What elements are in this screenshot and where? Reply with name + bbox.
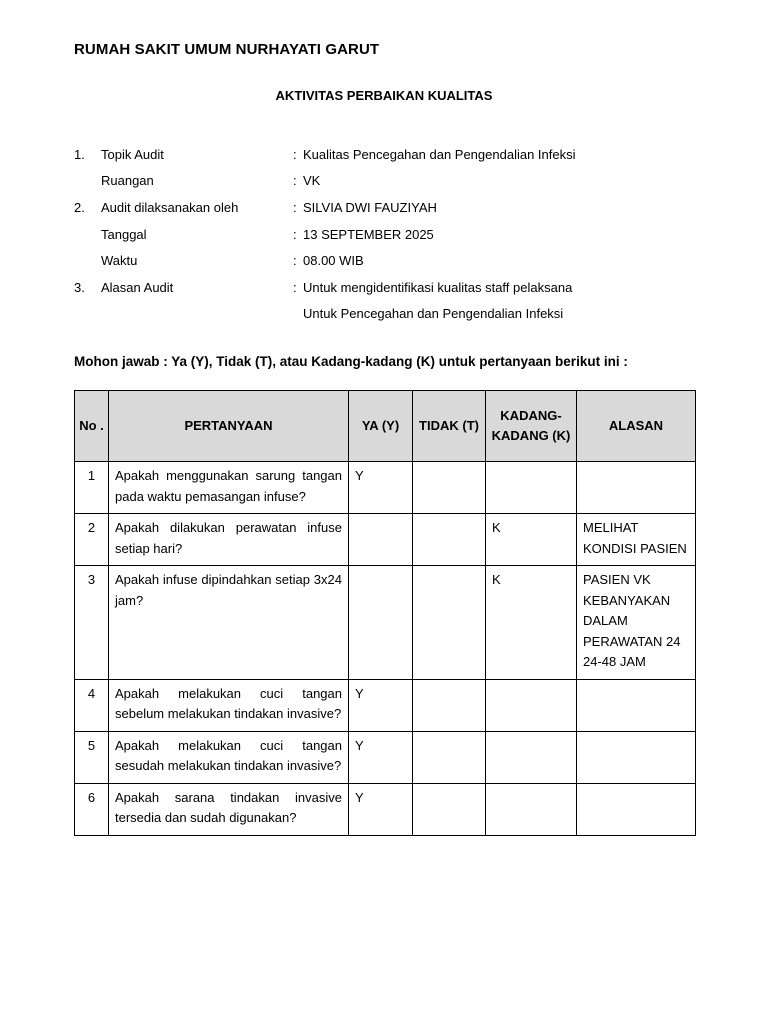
cell-ya: Y <box>349 679 413 731</box>
info-colon: : <box>293 253 297 269</box>
info-value: Untuk Pencegahan dan Pengendalian Infeksi <box>303 306 564 322</box>
cell-tidak <box>413 462 486 514</box>
cell-question: Apakah melakukan cuci tangan sesudah melakukan tindakan invasive? <box>109 731 349 783</box>
cell-kadang <box>486 462 577 514</box>
info-row <box>74 301 714 328</box>
cell-no: 1 <box>75 462 109 514</box>
info-label: Tanggal <box>101 226 147 242</box>
cell-tidak <box>413 566 486 680</box>
info-row <box>74 194 714 221</box>
info-value: VK <box>303 173 321 189</box>
table-header-row <box>75 391 696 462</box>
cell-alasan: PASIEN VK KEBANYAKAN DALAM PERAWATAN 24 24-48 JAM <box>577 566 696 680</box>
cell-ya: Y <box>349 731 413 783</box>
cell-kadang: K <box>486 514 577 566</box>
cell-ya: Y <box>349 783 413 835</box>
cell-no: 5 <box>75 731 109 783</box>
table-row <box>75 514 696 566</box>
audit-table <box>74 390 696 836</box>
info-number: 3. <box>74 279 85 295</box>
table-row <box>75 679 696 731</box>
header-tidak: TIDAK (T) <box>413 391 486 462</box>
cell-tidak <box>413 679 486 731</box>
cell-tidak <box>413 514 486 566</box>
header-ya: YA (Y) <box>349 391 413 462</box>
table-row <box>75 731 696 783</box>
cell-question: Apakah sarana tindakan invasive tersedia dan sudah digunakan? <box>109 783 349 835</box>
cell-alasan <box>577 679 696 731</box>
info-colon: : <box>293 279 297 295</box>
info-row <box>74 141 714 168</box>
cell-tidak <box>413 731 486 783</box>
header-kadang: KADANG-KADANG (K) <box>486 391 577 462</box>
audit-info-list <box>74 141 714 327</box>
table-row <box>75 783 696 835</box>
hospital-name: RUMAH SAKIT UMUM NURHAYATI GARUT <box>74 41 380 58</box>
info-colon: : <box>293 199 297 215</box>
info-label: Topik Audit <box>101 146 164 162</box>
cell-alasan <box>577 462 696 514</box>
info-label: Alasan Audit <box>101 279 174 295</box>
cell-question: Apakah dilakukan perawatan infuse setiap hari? <box>109 514 349 566</box>
cell-kadang <box>486 731 577 783</box>
cell-question: Apakah melakukan cuci tangan sebelum melakukan tindakan invasive? <box>109 679 349 731</box>
header-alasan: ALASAN <box>577 391 696 462</box>
header-no: No . <box>75 391 109 462</box>
info-row <box>74 274 714 301</box>
cell-kadang <box>486 679 577 731</box>
cell-tidak <box>413 783 486 835</box>
table-row <box>75 462 696 514</box>
info-colon: : <box>293 146 297 162</box>
info-number: 1. <box>74 146 85 162</box>
info-colon: : <box>293 173 297 189</box>
cell-ya <box>349 514 413 566</box>
info-row <box>74 247 714 274</box>
cell-ya: Y <box>349 462 413 514</box>
table-row <box>75 566 696 680</box>
cell-no: 3 <box>75 566 109 680</box>
cell-alasan: MELIHAT KONDISI PASIEN <box>577 514 696 566</box>
info-row <box>74 221 714 248</box>
info-value: Untuk mengidentifikasi kualitas staff pelaksana <box>303 279 573 295</box>
instruction-text: Mohon jawab : Ya (Y), Tidak (T), atau Kadang-kadang (K) untuk pertanyaan berikut ini : <box>74 354 628 369</box>
info-value: SILVIA DWI FAUZIYAH <box>303 199 437 215</box>
info-colon: : <box>293 226 297 242</box>
document-title: AKTIVITAS PERBAIKAN KUALITAS <box>275 88 493 103</box>
header-question: PERTANYAAN <box>109 391 349 462</box>
cell-alasan <box>577 783 696 835</box>
cell-no: 4 <box>75 679 109 731</box>
cell-no: 2 <box>75 514 109 566</box>
info-value: Kualitas Pencegahan dan Pengendalian Infeksi <box>303 146 576 162</box>
info-value: 08.00 WIB <box>303 253 364 269</box>
cell-alasan <box>577 731 696 783</box>
info-row <box>74 168 714 195</box>
cell-ya <box>349 566 413 680</box>
cell-no: 6 <box>75 783 109 835</box>
cell-kadang: K <box>486 566 577 680</box>
cell-kadang <box>486 783 577 835</box>
info-value: 13 SEPTEMBER 2025 <box>303 226 434 242</box>
cell-question: Apakah menggunakan sarung tangan pada waktu pemasangan infuse? <box>109 462 349 514</box>
info-label: Waktu <box>101 253 138 269</box>
info-number: 2. <box>74 199 85 215</box>
cell-question: Apakah infuse dipindahkan setiap 3x24 jam? <box>109 566 349 680</box>
info-label: Ruangan <box>101 173 154 189</box>
info-label: Audit dilaksanakan oleh <box>101 199 239 215</box>
